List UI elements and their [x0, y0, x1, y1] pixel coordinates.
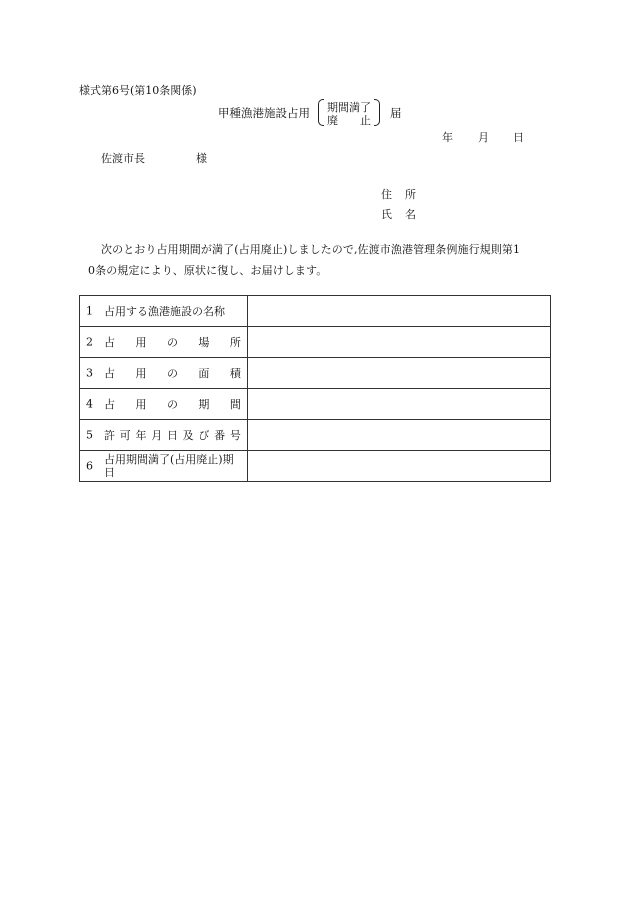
title-option-abolish-2: 止: [360, 114, 371, 127]
table-row: [80, 451, 551, 482]
table-row: [80, 389, 551, 420]
table-label-cell: [80, 451, 248, 482]
name-label-2: 名: [405, 208, 416, 221]
bracket-right-shape: [374, 99, 380, 126]
name-label-1: 氏: [381, 208, 392, 221]
table-row: [80, 327, 551, 358]
row-label-char: 場: [198, 336, 210, 349]
table-label-cell: [80, 420, 248, 451]
table-value-cell[interactable]: [247, 296, 550, 327]
date-day-label: 日: [513, 131, 524, 144]
row-label: [104, 427, 241, 443]
row-label: [104, 396, 241, 412]
form-number: 様式第6号(第10条関係): [79, 84, 197, 97]
table-value-cell[interactable]: [247, 327, 550, 358]
row-label-char: 年: [135, 429, 147, 442]
row-label-char: 月: [151, 429, 163, 442]
table-value-cell[interactable]: [247, 389, 550, 420]
table-value-cell[interactable]: [247, 451, 550, 482]
row-label-char: 期: [198, 398, 210, 411]
date-year-label: 年: [442, 131, 453, 144]
table-row: [80, 296, 551, 327]
row-number: 1: [86, 304, 93, 318]
row-label-char: 用: [135, 398, 147, 411]
date-month-label: 月: [478, 131, 489, 144]
addressee-name: 佐渡市長: [101, 152, 145, 165]
row-label-char: の: [166, 398, 178, 411]
row-label-char: 占: [104, 367, 115, 380]
document-title-suffix: 届: [390, 106, 402, 120]
row-label-char: 所: [229, 336, 241, 349]
row-number: 4: [86, 397, 93, 411]
title-option-abolish-1: 廃: [327, 114, 338, 127]
row-label-char: 間: [229, 398, 241, 411]
table-label-cell: [80, 389, 248, 420]
row-label-char: 用: [135, 367, 147, 380]
table-label-cell: [80, 327, 248, 358]
row-label-char: 日: [166, 429, 178, 442]
row-label-char: 番: [214, 429, 226, 442]
document-title-prefix: 甲種漁港施設占用: [218, 106, 310, 120]
bracket-left-shape: [318, 99, 324, 126]
table-label-cell: [80, 358, 248, 389]
facility-info-table: [79, 295, 551, 482]
row-label: [104, 365, 241, 381]
row-label-char: 許: [104, 429, 115, 442]
address-label-1: 住: [381, 188, 392, 201]
row-number: 6: [86, 459, 93, 473]
row-label-char: 積: [229, 367, 241, 380]
table-row: [80, 358, 551, 389]
row-label-char: 占: [104, 398, 115, 411]
row-number: 2: [86, 335, 93, 349]
row-label: 占用する漁港施設の名称: [104, 305, 225, 318]
row-label-char: の: [166, 367, 178, 380]
row-label: [104, 334, 241, 350]
row-label-char: び: [198, 429, 210, 442]
addressee-honorific: 様: [196, 152, 207, 165]
row-label-char: 用: [135, 336, 147, 349]
row-label-char: 占: [104, 336, 115, 349]
title-option-expiry: 期間満了: [327, 101, 371, 114]
body-text-line-1: 次のとおり占用期間が満了(占用廃止)しましたので,佐渡市漁港管理条例施行規則第1: [101, 243, 521, 256]
table-row: [80, 420, 551, 451]
table-value-cell[interactable]: [247, 420, 550, 451]
body-text-line-2: 0条の規定により、原状に復し、お届けします。: [88, 264, 328, 277]
row-number: 5: [86, 428, 93, 442]
row-number: 3: [86, 366, 93, 380]
title-option-bracket: [318, 99, 380, 126]
row-label-char: 面: [198, 367, 210, 380]
table-label-cell: [80, 296, 248, 327]
row-label-char: 可: [119, 429, 131, 442]
table-value-cell[interactable]: [247, 358, 550, 389]
row-label: 占用期間満了(占用廃止)期日: [104, 453, 234, 479]
row-label-char: 及: [182, 429, 194, 442]
row-label-char: の: [166, 336, 178, 349]
address-label-2: 所: [405, 188, 416, 201]
row-label-char: 号: [229, 429, 241, 442]
